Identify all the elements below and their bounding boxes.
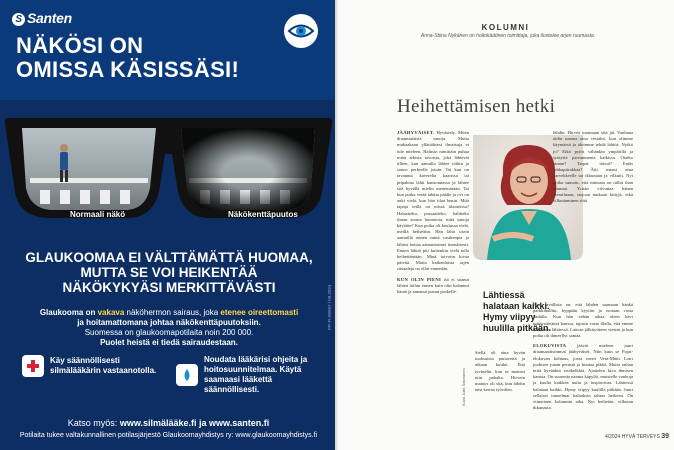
column-3c-text: jäävät mieleen juuri draamaattisimmat jäähyväiset. Niin kuin se Pojat-elokuvan kohtaus, jossa merit Vesa-Matti Loiri juokisee junan perästä ja huutaa pikkä. Mutta onhan niitä hyvääkin erotkelkkiä. Ajattelen kiva ihmisen kanssa. On suurenta naama käpylät, muistelle vanhoja ja kuulta kaikkea uutta ja inspiroivaa. Lähtiessä halataan kaikki. Hymy viipyy kuulilla pitkään. Juuri sellaiset tunnelmat halauksin tahtaa heikeen. On viimeinen kolumnin aika. Nyt heihetän, vilkutan ikkunasta. — [533, 343, 633, 411]
footer-prefix: Katso myös: — [67, 418, 120, 428]
brand-name: Santen — [27, 10, 72, 26]
page-number: 39 — [661, 433, 670, 440]
claim-line-2: MUTTA SE VOI HEIKENTÄÄ — [80, 265, 258, 280]
quote-line-2: halataan kaikki. — [483, 301, 550, 311]
lead-word-3: ELOKUVISTA — [533, 343, 567, 349]
column-1-text: Hyvästely. Miten draamaattisia sanoja. Mutta mukaakaan yllättäksesi ilmaisuja ei tule mieleen. Halusin nimittäin puhua minä arkista tavoista, joka lähtevät tilhen, kun aamulla lähtee töihin ja sanoo perheelle jotain. Tai kun on tavannut kaverelta kaarissa tai piipahtaa lähti kansonnassa ja lähtee sitä hyvällä mielin meneminään. Tai kun poika vetää takkia päälle ja ovi on auki vielä, kun hän tilaa hnsin. Mitä tapoja teillä on niissä tilanteissa? Halaatteko, pussaatteko, halitteko ilman suurta huomiota, mitä sanoja käytätte? Kun poika oli koulussa vielä, meillä heihettiin. Hän lähti usein aamuilla ennen minä vastkenpia ja lähtisi hoitaa aamuntoimet itsenäisesti. Ennen lähtiä piti kuitenkin vielä tulla heihettämään. Minä toivotin kivaa päivää. Mutta kaikenlaisia arjen rituaaleja on ollut ennenkin. — [397, 130, 469, 272]
author-byline: Anna-Stiina Nykänen on hoitokäätinen toimittaja, joka ilostelee arjen ruumasta. — [420, 33, 596, 39]
logo-mark-icon: S — [12, 13, 25, 26]
tip1-text: Käy säännöllisesti silmälääkärin vastaanotolla. — [50, 356, 157, 375]
tip-follow-treatment — [176, 355, 326, 395]
ad-footer-urls — [0, 418, 337, 428]
photo-credit: Kuva Julia Saloranen — [461, 368, 466, 406]
column-3b-text: Ihan tavallista on, että lähden saamaan hänkä parkkihalliin, hyppään kyytiin ja erotaan vasta kadulla. Kun hän vähän aikaa oleen kävi tyttöystävänsä kanssa, tajusin vasta illalla, että emme halanneet lähtiessä. Laitoin jälkityttteen viestin ja kun poika oli ihmeellyt samaa. — [533, 302, 633, 339]
article-column-3b — [533, 302, 633, 411]
claim-line-3: NÄKÖKYKYÄSI MERKITTÄVÄSTI — [62, 280, 276, 295]
brand-logo — [12, 10, 72, 26]
lead-word: JÄÄHYVÄISET. — [397, 130, 435, 135]
article-column-2: Siellä oli aina hyvän tuoksuista partavettä ja aikaan kuului. Että tyvinelin. kun se mainisi niin pahalta. Hirvein mainos oli sitä, kun lähdin ensi kertaa työvälen. — [475, 350, 525, 393]
ad-footer-org: Potilaita tukee valtakunnallinen potilasjärjestö Glaukoomayhdistys ry: www.glaukoomayhdistys.fi — [19, 432, 318, 439]
section-kicker: KOLUMNI — [481, 23, 530, 32]
medical-cross-icon — [22, 355, 44, 377]
eye-icon — [284, 14, 318, 48]
ad-claim — [14, 250, 324, 295]
spread-gutter — [335, 0, 339, 450]
headline-line-2: OMISSA KÄSISSÄSI! — [16, 57, 240, 82]
desc-line-2: ja hoitamattomana johtaa näkökenttäpuutoksiin. — [77, 318, 261, 327]
issue-label: 4/2024 HYVÄ TERVEYS — [605, 434, 660, 440]
lead-word-2: KUN OLIN PIENI — [397, 276, 442, 282]
ad-headline — [16, 34, 239, 82]
desc-line-1 — [14, 308, 324, 318]
ad-description — [14, 308, 324, 348]
article-column-3: lähdin. Hirveä traumaan sitä jäi. Vanhana äidin naama aina vestähti, kun olimme käymässä ja aloimme tehdä lähtöä. Nytkö jo? Eikö pyöri vähänkin ympärillä ja syötyttä paivanmenta kaikissa. Otatko tämän? Tarpat tötssä? Entäs rahkapiirakkaa? Äiti mensi aina parvekkeelle tai ikkunaan ja vilkutti. Nyt poika samoin, että minusta on tullut ihan mummi. Yritän vilvuttaa hänen vierailuaan, tarjoan mukaan kittyjä, eikä vilkuttaminen riitä. — [553, 130, 633, 204]
desc-part-a: Glaukooma on — [39, 308, 98, 317]
tip-visit-doctor — [22, 355, 172, 377]
footer-sites: www.silmälääke.fi ja www.santen.fi — [119, 418, 270, 428]
headline-line-1: NÄKÖSI ON — [16, 33, 144, 58]
desc-part-c: näköhermon sairaus, joka — [124, 308, 221, 317]
column-1b-text: isä ei saanut lähteä töihin ennen kuin olin halannut häntä ja annanut pusun poskelle. — [397, 276, 470, 295]
eye-drop-icon — [176, 364, 198, 386]
quote-line-4: huulilla pitkään. — [483, 323, 552, 333]
page-footer — [605, 433, 669, 440]
lens-label-normal: Normaali näkö — [70, 210, 126, 219]
article-page — [337, 0, 674, 450]
quote-line-1: Lähtiessä — [483, 290, 525, 300]
tip2-text: Noudata lääkärisi ohjeita ja hoitosuunnitelmaa. Käytä saamaasi lääkettä säännöllisesti. — [204, 355, 308, 394]
article-title: Heihettämisen hetki — [397, 96, 556, 117]
article-column-1 — [397, 130, 469, 295]
desc-line-3: Suomessa on glaukoomapotilaita noin 200 000. — [84, 328, 254, 337]
desc-highlight-progress: etenee oireettomasti — [220, 308, 299, 317]
desc-line-4: Puolet heistä ei tiedä sairaudestaan. — [100, 338, 238, 347]
desc-highlight-serious: vakava — [97, 308, 125, 317]
ad-reference-code: PP-FI-00997 / 09.2024 — [327, 284, 332, 330]
quote-line-3: Hymy viipyy — [483, 312, 536, 322]
lens-label-loss: Näkökenttäpuutos — [228, 210, 298, 219]
claim-line-1: GLAUKOOMAA EI VÄLTTÄMÄTTÄ HUOMAA, — [25, 250, 313, 265]
